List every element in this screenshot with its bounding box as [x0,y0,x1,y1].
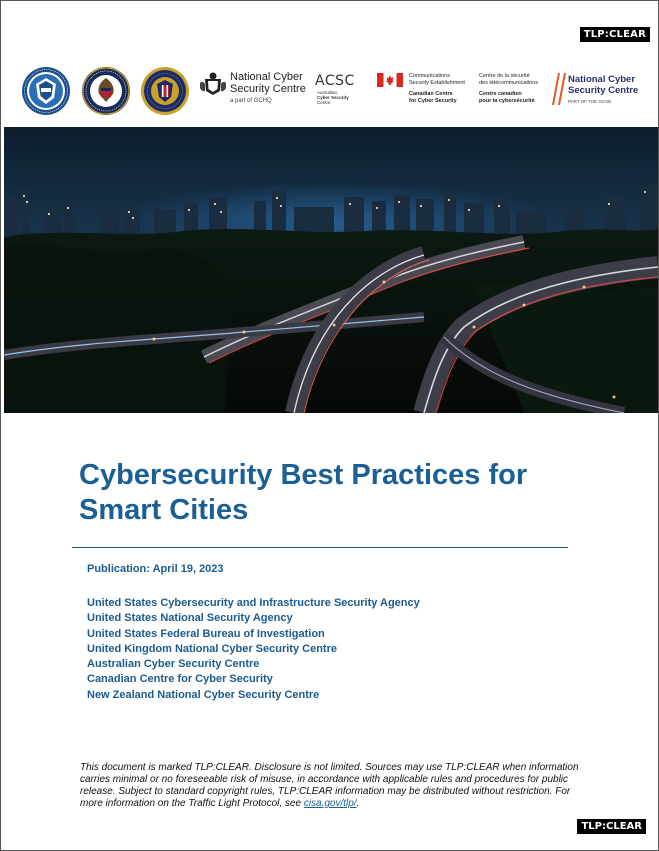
agency-list [87,596,420,703]
cse-fr-line1: Centre de la sécurité [479,73,530,79]
agency-item: United States Cybersecurity and Infrastructure Security Agency [87,597,420,609]
document-title-line1: Cybersecurity Best Practices for [79,459,528,491]
acsc-mark: ACSC [315,73,355,89]
disclaimer-end: . [356,798,360,809]
cse-fr-line2: des télécommunications [479,79,539,86]
acsc-line2: Cyber Security [317,95,349,100]
ncsc-nz-line2: Security Centre [568,84,639,96]
tlp-disclaimer [80,762,585,810]
cse-en-line1: Communications [409,73,450,79]
agency-logo-bar [1,59,658,125]
document-title-line2: Smart Cities [79,494,249,526]
ncsc-nz-line3: PART OF THE GCSB [568,99,612,104]
publication-date: Publication: April 19, 2023 [87,563,224,575]
agency-item: New Zealand National Cyber Security Centre [87,688,320,701]
ncsc-uk-line2: Security Centre [230,83,306,95]
tlp-link[interactable]: cisa.gov/tlp/ [303,798,357,809]
agency-item: Australian Cyber Security Centre [87,658,260,671]
cse-canada-logo [377,73,553,113]
cse-fr-line4: pour la cybersécurité [479,97,535,104]
acsc-line3: Centre [317,100,331,105]
cse-en-line4: for Cyber Security [409,97,457,104]
ncsc-nz-slash-icon [552,73,566,105]
tlp-marking-bottom: TLP:CLEAR [577,819,646,834]
cse-fr-line3: Centre canadien [479,91,522,97]
acsc-line1: Australian [317,90,338,95]
tlp-marking-top: TLP:CLEAR [580,27,650,42]
fbi-seal-icon [140,66,190,116]
cse-en-line3: Canadian Centre [409,91,453,97]
smart-city-night-photo [4,127,658,413]
ncsc-uk-line1: National Cyber [230,71,303,83]
ncsc-uk-line3: a part of GCHQ [230,98,272,104]
canada-flag-icon [377,73,403,87]
cisa-seal-icon [21,66,71,116]
ncsc-uk-logo [199,71,311,115]
nsa-seal-icon [81,66,131,116]
disclaimer-text: This document is marked TLP:CLEAR. Disclosure is not limited. Sources may use TLP:CLEAR when information carries minimal or no foreseeable risk of misuse, in accordance with applicable rules and procedures for public release. Subject to standard copyright rules, TLP:CLEAR information may be distributed without restriction. For more information on the Traffic Light Protocol, see [80,762,579,809]
agency-item: United States National Security Agency [87,612,293,625]
document-title [79,458,599,528]
royal-crest-icon [199,71,227,97]
ncsc-nz-logo [552,73,652,113]
cse-en-line2: Security Establishment [409,79,465,86]
title-divider [72,547,568,548]
ncsc-nz-line1: National Cyber [568,74,636,85]
agency-item: United Kingdom National Cyber Security Centre [87,642,337,655]
agency-item: Canadian Centre for Cyber Security [87,673,273,686]
acsc-logo [315,73,373,117]
agency-item: United States Federal Bureau of Investigation [87,627,325,640]
